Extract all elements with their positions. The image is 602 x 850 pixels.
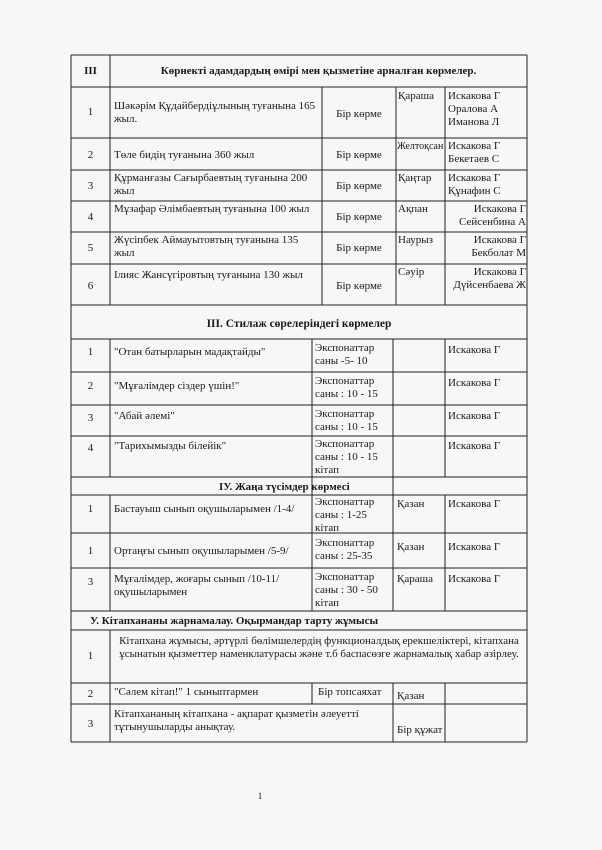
row-number: 3 <box>87 180 94 192</box>
row-number: 4 <box>87 211 94 223</box>
event-title: Бастауыш сынып оқушыларымен /1-4/ <box>114 503 295 515</box>
row-number: 4 <box>87 442 94 454</box>
row-number: 1 <box>87 503 94 515</box>
section-title: ІІІ. Стилаж сөрелеріндегі көрмелер <box>206 318 392 330</box>
row-number: 1 <box>87 650 94 662</box>
responsible: Искакова Г Оралова А Иманова Л <box>448 90 501 128</box>
event-form: Экспонаттар саны : 25-35 <box>315 537 375 562</box>
row-number: 6 <box>87 280 94 292</box>
responsible: Искакова Г <box>448 410 501 422</box>
section-title: ІУ. Жаңа түсімдер көрмесі <box>219 481 350 493</box>
row-number: 3 <box>87 718 94 730</box>
event-form: Экспонаттар саны : 10 - 15 кітап <box>315 438 378 476</box>
row-number: 3 <box>87 576 94 588</box>
row-number: 1 <box>87 106 94 118</box>
responsible: Искакова Г <box>448 573 501 585</box>
row-number: 2 <box>87 149 94 161</box>
event-form: Бір топсаяхат <box>318 686 382 698</box>
event-date: Наурыз <box>398 234 434 246</box>
row-number: 2 <box>87 688 94 700</box>
event-date: Қазан <box>397 541 425 553</box>
responsible: Искакова Г <box>448 440 501 452</box>
event-title: Мұғалімдер, жоғары сынып /10-11/оқушыларымен <box>114 573 280 598</box>
section-title: Көрнекті адамдардың өмірі мен қызметіне арналған көрмелер. <box>160 65 477 77</box>
event-title: Жүсіпбек Аймауытовтың туғанына 135 жыл <box>114 234 299 259</box>
event-title: Ортаңғы сынып оқушыларымен /5-9/ <box>114 545 289 557</box>
event-title: Кітапхананың кітапхана - ақпарат қызметін әлеуетті тұтынушыларды анықтау. <box>114 708 359 733</box>
event-form: Бір көрме <box>336 211 382 223</box>
row-number: 5 <box>87 242 94 254</box>
row-number: 2 <box>87 380 94 392</box>
event-form: Бір көрме <box>336 149 382 161</box>
event-form: Бір көрме <box>336 242 382 254</box>
event-date: Сәуір <box>398 266 425 278</box>
event-date: Желтоқсан <box>397 141 444 152</box>
section-number: III <box>84 65 97 77</box>
event-form: Бір көрме <box>336 180 382 192</box>
event-title: "Мұғалімдер сіздер үшін!" <box>114 380 240 392</box>
event-title: Төле бидің туғанына 360 жыл <box>114 149 255 161</box>
section-title: У. Кітапхананы жарнамалау. Оқырмандар тарту жұмысы <box>90 615 379 627</box>
responsible: Искакова Г <box>448 344 501 356</box>
event-form: Экспонаттар саны -5- 10 <box>315 342 375 367</box>
row-number: 1 <box>87 545 94 557</box>
row-number: 1 <box>87 346 94 358</box>
event-date: Қазан <box>397 498 425 510</box>
event-form: Экспонаттар саны : 10 - 15 <box>315 408 378 433</box>
responsible: Искакова Г <box>448 377 501 389</box>
event-title: "Отан батырларын мадақтайды" <box>114 346 266 358</box>
page-number: 1 <box>257 791 263 801</box>
event-title: "Сәлем кітап!" 1 сыныптармен <box>114 686 259 698</box>
event-form: Экспонаттар саны : 1-25 кітап <box>315 496 375 534</box>
event-date: Қараша <box>397 573 433 585</box>
event-title: Мұзафар Әлімбаевтың туғанына 100 жыл <box>114 203 310 215</box>
responsible: Искакова Г Бекетаев С <box>448 140 501 165</box>
responsible: Искакова Г <box>448 541 501 553</box>
responsible: Искакова Г Бекболат М <box>471 234 526 259</box>
event-title: Кітапхана жұмысы, әртүрлі бөлімшелердің функционалдық ерекшеліктері, кітапхана ұсынатын қызметтер наменклатурасы және т.б баспасөзге жарнамалық хабар әзірлеу. <box>119 635 519 660</box>
event-title: Құрманғазы Сағырбаевтың туғанына 200 жыл <box>114 172 308 197</box>
row-number: 3 <box>87 412 94 424</box>
event-form: Бір көрме <box>336 108 382 120</box>
event-title: Шәкәрім Құдайбердіұлының туғанына 165 жыл. <box>114 100 316 125</box>
event-title: Ілияс Жансүгіровтың туғанына 130 жыл <box>114 269 303 281</box>
event-form: Бір құжат <box>397 724 443 736</box>
event-form: Бір көрме <box>336 280 382 292</box>
responsible: Искакова Г <box>448 498 501 510</box>
event-date: Қаңтар <box>398 172 432 184</box>
event-form: Экспонаттар саны : 10 - 15 <box>315 375 378 400</box>
responsible: Искакова Г Құнафин С <box>448 172 501 197</box>
responsible: Искакова Г Сейсенбина А <box>459 203 526 228</box>
responsible: Искакова Г Дүйсенбаева Ж <box>453 266 526 291</box>
event-title: "Тарихымызды білейік" <box>114 440 227 452</box>
event-date: Қазан <box>397 690 425 702</box>
event-form: Экспонаттар саны : 30 - 50 кітап <box>315 571 378 609</box>
event-date: Ақпан <box>398 203 428 215</box>
event-title: "Абай әлемі" <box>114 410 175 422</box>
event-date: Қараша <box>398 90 434 102</box>
